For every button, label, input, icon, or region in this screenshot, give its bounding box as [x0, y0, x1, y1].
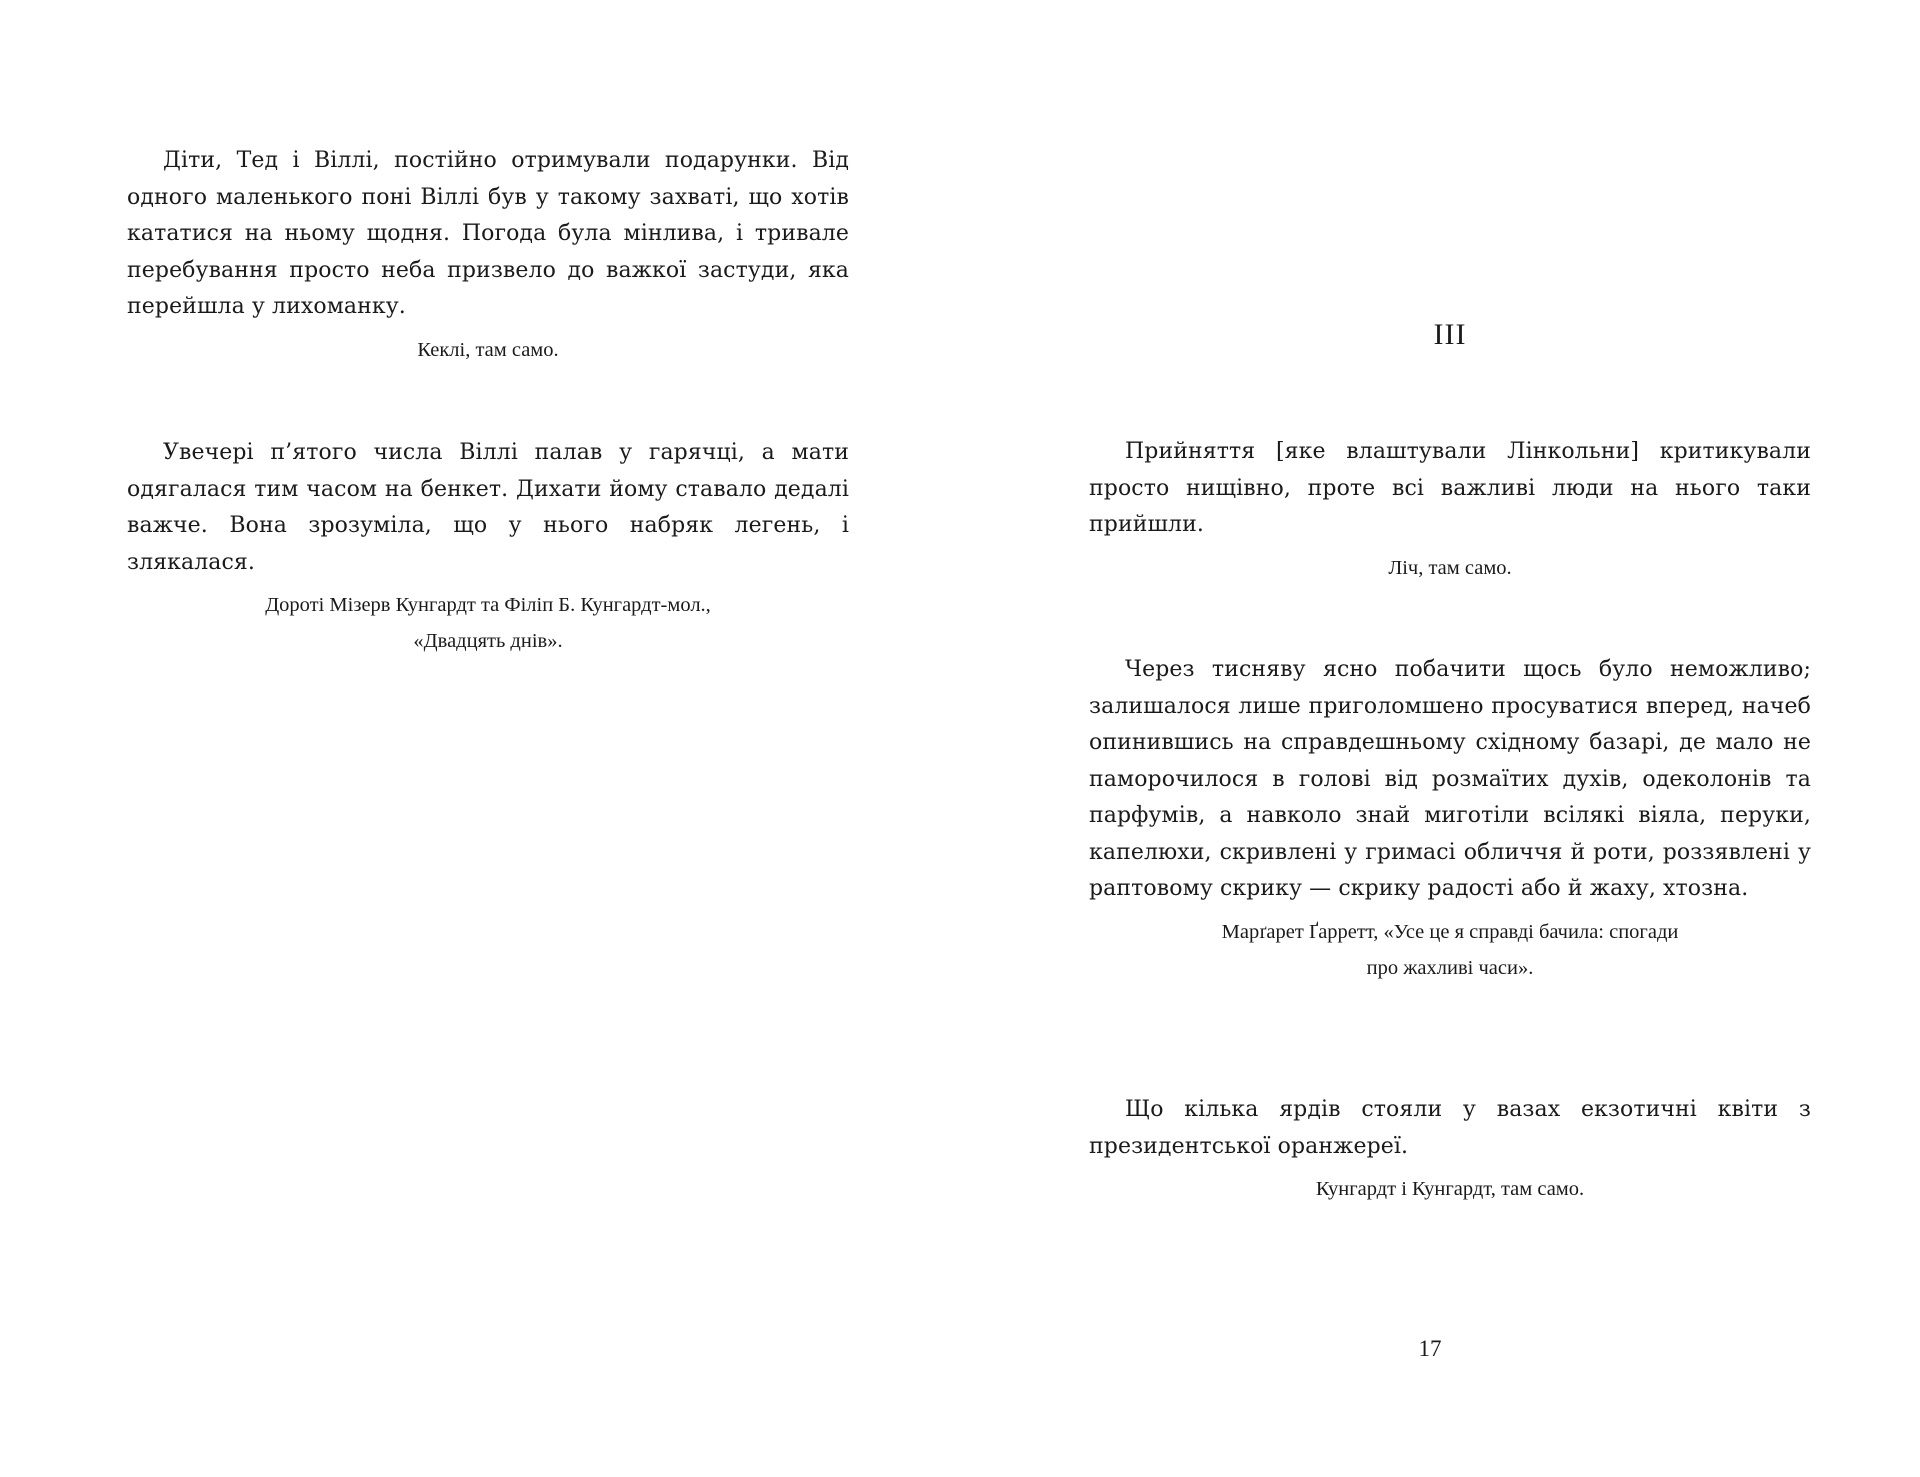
- page-number: 17: [1418, 1336, 1442, 1361]
- quote-text: Увечері п’ятого числа Віллі палав у гарячці, а мати одягалася тим часом на бенкет. Дихати йому ставало дедалі важче. Вона зрозуміла, що у нього набряк легень, і злякалася.: [127, 440, 849, 575]
- quote-block-willie-pony: [127, 143, 849, 368]
- quote-block-reception: [1089, 434, 1811, 586]
- quote-citation: Кеклі, там само.: [417, 338, 559, 361]
- quote-citation: Кунгардт і Кунгардт, там само.: [1315, 1178, 1585, 1200]
- quote-text: Що кілька ярдів стояли у вазах екзотичні квіти з президентської оранжереї.: [1089, 1097, 1811, 1159]
- quote-text: Прийняття [яке влаштували Лінкольни] критикували просто нищівно, проте всі важливі люди на нього таки прийшли.: [1089, 439, 1811, 537]
- right-page: [1089, 0, 1811, 1477]
- quote-block-crowd: [1089, 652, 1811, 986]
- left-page: [127, 0, 849, 1477]
- quote-citation: Ліч, там само.: [1388, 556, 1512, 579]
- quote-block-willie-fever: [127, 435, 849, 659]
- section-number: III: [1433, 318, 1467, 351]
- quote-citation-line-2: «Двадцять днів».: [413, 630, 563, 652]
- quote-text: Діти, Тед і Віллі, постійно отримували подарунки. Від одного маленького поні Віллі був у такому захваті, що хотів кататися на ньому щодня. Погода була мінлива, і тривале перебування просто неба призвело до важкої застуди, яка перейшла у лихоманку.: [127, 148, 849, 319]
- quote-citation-line-1: Дороті Мізерв Кунгардт та Філіп Б. Кунгардт-мол.,: [265, 594, 711, 616]
- quote-citation-line-2: про жахливі часи».: [1366, 956, 1534, 979]
- quote-citation-line-1: Марґарет Ґарретт, «Усе це я справді бачила: спогади: [1221, 920, 1679, 943]
- quote-text: Через тисняву ясно побачити щось було неможливо; залишалося лише приголомшено просуватися вперед, начеб опинившись на справдешньому східному базарі, де мало не паморочилося в голові від розмаїтих духів, одеколонів та парфумів, а навколо знай миготіли всілякі віяла, перуки, капелюхи, скривлені у гримасі обличчя й роти, роззявлені у раптовому скрику — скрику радості або й жаху, хтозна.: [1089, 657, 1811, 901]
- quote-block-flowers: [1089, 1092, 1811, 1207]
